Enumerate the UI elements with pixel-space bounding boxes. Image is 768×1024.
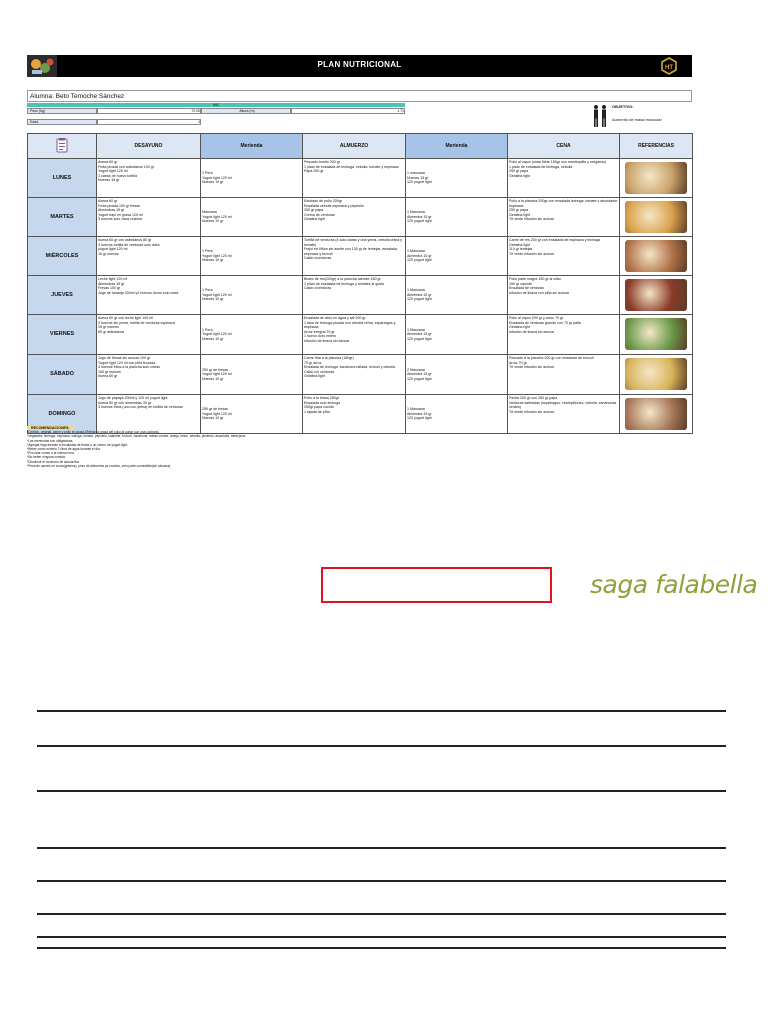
imc-label: IMC	[212, 103, 220, 107]
imc-bar	[27, 103, 405, 107]
col-header-desayuno: DESAYUNO	[97, 134, 201, 159]
almuerzo-cell: Pescado bonito 200 gr 1 plato de ensalada de lechuga, cebolla, tomate y espinaca Papa 250 gr	[303, 159, 406, 198]
plan-title: PLAN NUTRICIONAL	[317, 60, 402, 69]
svg-text:HT: HT	[665, 65, 673, 71]
reference-cell	[620, 237, 693, 276]
table-row	[28, 315, 693, 355]
divider-line	[37, 913, 726, 915]
merienda-2-cell: 1 manzana Nueces 15 gr 120 yogurt light	[406, 159, 508, 198]
recommendation-item: *Pesa de carnes en crudo(gramos), peso de alimentos ya cocidos, solo parte comestible(sin cáscara).	[27, 463, 172, 468]
merienda-2-cell: 1 Manzana Almendra 15 gr 120 yogurt light	[406, 315, 508, 355]
reference-cell	[620, 355, 693, 395]
divider-line	[37, 790, 726, 792]
merienda-1-cell: Manzana Yogurt light 120 ml Nueces 10 gr	[201, 198, 303, 237]
merienda-1-cell: 1 Pera Yogurt light 120 ml Nueces 10 gr	[201, 159, 303, 198]
col-header-merienda-2: Merienda	[406, 134, 508, 159]
recommendation-item: *No beber ninguna comida.	[27, 455, 66, 460]
merienda-2-cell: 1 Manzana Almendra 15 gr 120 yogurt light	[406, 276, 508, 315]
col-header-merienda-1: Merienda	[201, 134, 303, 159]
desayuno-cell: Jugo de papaya 200ml y 120 ml yogurt light Avena 80 gr con almendras 30 gr 3 huevos fritos (uno con yema) en tortilla de verduras	[97, 395, 201, 434]
almuerzo-cell: Carne frita a la plancha (180gr) 70 gr arroz Ensalada de lechuga, zanahoria rallada, brócoli y cebolla Caldo c/n verduras Gelatina light	[303, 355, 406, 395]
col-header-almuerzo: ALMUERZO	[303, 134, 406, 159]
merienda-2-cell: 1 Manzana Almendra 15 gr 120 yogurt light	[406, 198, 508, 237]
merienda-1-cell: 250 gr de fresas Yogurt light 120 ml Nueces 10 gr	[201, 395, 303, 434]
empty-red-box	[321, 567, 552, 603]
recommendation-item: *Procurar comer a la misma hora.	[27, 451, 75, 456]
merienda-1-cell: 1 Pera Yogurt light 120 ml Nueces 10 gr	[201, 315, 303, 355]
col-header-cena: CENA	[508, 134, 620, 159]
edad-label: Edad	[27, 119, 97, 125]
table-row	[28, 159, 693, 198]
merienda-1-cell: 1 Pera Yogurt light 120 ml Nueces 10 gr	[201, 237, 303, 276]
recommendations	[27, 426, 427, 468]
peso-label: Peso (kg)	[27, 108, 97, 114]
divider-line	[37, 847, 726, 849]
cena-cell: Pavita 200 gr con 250 gr papa Verduras salteadas (espárragos, champiñones, cebolla, zanahorias verdes) Té verde infusión sin azúcar	[508, 395, 620, 434]
peso-value: 72.00	[97, 108, 201, 114]
almuerzo-cell: Bistec de res(200gr) a la plancha camote 150 gr 1 plato de ensalada de lechuga y tomates al gusto Caldo c/verduras	[303, 276, 406, 315]
recommendation-item: *Cebilon, vegetal, carne y pollo en grasa (Retirar la grasa del pollo al cortar con una cuchara).	[27, 430, 160, 435]
day-label: SÁBADO	[28, 355, 97, 395]
objective-value: Aumento de masa muscular	[612, 117, 662, 122]
merienda-2-cell: 1 Manzana Almendra 15 gr 120 yogurt light	[406, 237, 508, 276]
almuerzo-cell: Tortilla de verduras (4 solo claras y una yema, cebolla china y tomate) Frejol en ñiñon sin aceite con 130 gr de lentejas, ensalada, espinaca y brócoli Caldo c/verduras	[303, 237, 406, 276]
desayuno-cell: Jugo de fresas sin azúcar 100 gr Yogurt light 120 ml con piña trozada 3 huevos fritos a la plancha solo claras 150 gr nueces Avena 80 gr	[97, 355, 201, 395]
divider-line	[37, 936, 726, 938]
cena-cell: Carne de res 200 gr con ensalada de espinaca y lechuga Gelatina light 110 gr lentejas Té verde infusión sin azúcar	[508, 237, 620, 276]
food-photo	[625, 240, 687, 272]
food-photo	[625, 318, 687, 350]
menu-icon-cell	[28, 134, 97, 159]
menu-clipboard-icon	[54, 137, 70, 153]
altura-value: 1.71	[291, 108, 405, 114]
divider-line	[37, 947, 726, 949]
merienda-2-cell: 1 Manzana Almendra 15 gr 120 yogurt light	[406, 395, 508, 434]
divider-line	[37, 880, 726, 882]
desayuno-cell: Avena 60 gr con leche light 100 ml 3 huevos sin yema, tortilla de verduras espinaca 15 gr nueces 65 gr arándanos	[97, 315, 201, 355]
food-logo-icon	[27, 55, 57, 77]
desayuno-cell: Leche light 120 ml Almendras 15 gr Fresas 100 gr Jugo de naranja 200ml y3 huevos duros solo clara	[97, 276, 201, 315]
merienda-1-cell: 250 gr de fresas Yogurt light 120 ml Nueces 10 gr	[201, 355, 303, 395]
reference-cell	[620, 315, 693, 355]
reference-cell	[620, 198, 693, 237]
table-row	[28, 355, 693, 395]
divider-line	[37, 745, 726, 747]
food-photo	[625, 279, 687, 311]
food-photo	[625, 398, 687, 430]
recommendation-item: *Beber como mínimo 2 litros de agua durante el día.	[27, 447, 101, 452]
reference-cell	[620, 159, 693, 198]
cena-cell: Pollo parte magra 150 gr al cilbo 150 gr camote Ensalada de verduras Infusión de linaza con piña sin azúcar	[508, 276, 620, 315]
cena-cell: Pollo al vapor (untar filete 150gr con mantequilla y oréganos) 1 plato de ensalada de lechuga, cebolla 250 gr papa Gelatina light	[508, 159, 620, 198]
almuerzo-cell: Ensalada de atún en agua y sal 200 gr 1 taza de lechuga picada con cebolla china, espárragos y espinaca Arroz integral 70 gr 1 huevo duro entero Infusión de linaza sin azúcar	[303, 315, 406, 355]
day-label: JUEVES	[28, 276, 97, 315]
athlete-figure-icon	[591, 104, 609, 128]
food-photo	[625, 162, 687, 194]
table-row	[28, 198, 693, 237]
food-photo	[625, 201, 687, 233]
table-row	[28, 237, 693, 276]
food-photo	[625, 358, 687, 390]
recommendation-item: *Disminuir el consumo de azúcar/día.	[27, 459, 80, 464]
cena-cell: Pollo al vapor 200 gr y arroz 70 gr Ensalada de verduras grande con 70 gr palta Gelatina light Infusión de linaza sin azúcar	[508, 315, 620, 355]
recommendation-item: *Agregar triga alemán a ensaladas de frutas y un chorro de yogurt light.	[27, 442, 128, 447]
objective-label: OBJETIVO:	[612, 104, 634, 109]
plan-header	[27, 55, 692, 77]
recommendation-item: *Vegetales: lechuga, espinaca, vainiga, tomate, pepinillo, calabrite, brócoli, zanahoria, habas verdes, arveja, limón, cebolla, pimiento, alcachofa, berenjena.	[27, 434, 247, 439]
recommendations-title: RECOMENDACIONES:	[27, 426, 74, 430]
cena-cell: Pescado a la plancha 200 gr con ensalada de brócoli Arroz 70 gr Té verde infusión sin azúcar	[508, 355, 620, 395]
desayuno-cell: Avena 60 gr Fruta picada con arándanos 100 gr Yogurt light 120 ml 3 claras de huevo tortilla Nueces 15 gr	[97, 159, 201, 198]
table-header-row	[28, 134, 693, 159]
merienda-1-cell: 1 Pera Yogurt light 120 ml Nueces 10 gr	[201, 276, 303, 315]
merienda-2-cell: 2 Manzana Almendra 15 gr 120 yogurt light	[406, 355, 508, 395]
day-label: DOMINGO	[28, 395, 97, 434]
day-label: MIÉRCOLES	[28, 237, 97, 276]
day-label: VIERNES	[28, 315, 97, 355]
reference-cell	[620, 395, 693, 434]
altura-label: Altura (m)	[201, 108, 291, 114]
almuerzo-cell: Estofado de pollo 200gr Ensalada cebolla espinaca y pepinillo 250 gr papa Crema de verduras Gelatina light	[303, 198, 406, 237]
table-row	[28, 276, 693, 315]
day-label: LUNES	[28, 159, 97, 198]
day-label: MARTES	[28, 198, 97, 237]
hw-logo-icon	[660, 57, 678, 75]
almuerzo-cell: Pollo a la brasa 250gr Ensalada solo lechuga 250gr papa cocida 1 tajada de piña	[303, 395, 406, 434]
col-header-referencias: REFERENCIAS	[620, 134, 693, 159]
recommendation-item: *Las meriendas son obligatorias.	[27, 438, 74, 443]
cena-cell: Pollo a la plancha 200gr con ensalada lechuga, tomate y abundante espinaca 250 gr papa Gelatina light Té verde infusión sin azúcar	[508, 198, 620, 237]
brand-logo: saga falabella	[590, 570, 758, 599]
desayuno-cell: Avena 60 gr con arándanos 80 gr 3 huevos tortilla de verduras solo clara yogurt light 120 ml 15 gr nueces	[97, 237, 201, 276]
edad-value: 4	[97, 119, 201, 125]
nutrition-plan-table	[27, 133, 693, 434]
desayuno-cell: Avena 60 gr Fruta picada 100 gr fresas Almendras 15 gr Yogurt bajo en grasa 120 ml 3 huevos solo clara cocidos	[97, 198, 201, 237]
divider-line	[37, 710, 726, 712]
student-name: Alumna: Beto Temoche Sánchez	[27, 90, 692, 102]
reference-cell	[620, 276, 693, 315]
